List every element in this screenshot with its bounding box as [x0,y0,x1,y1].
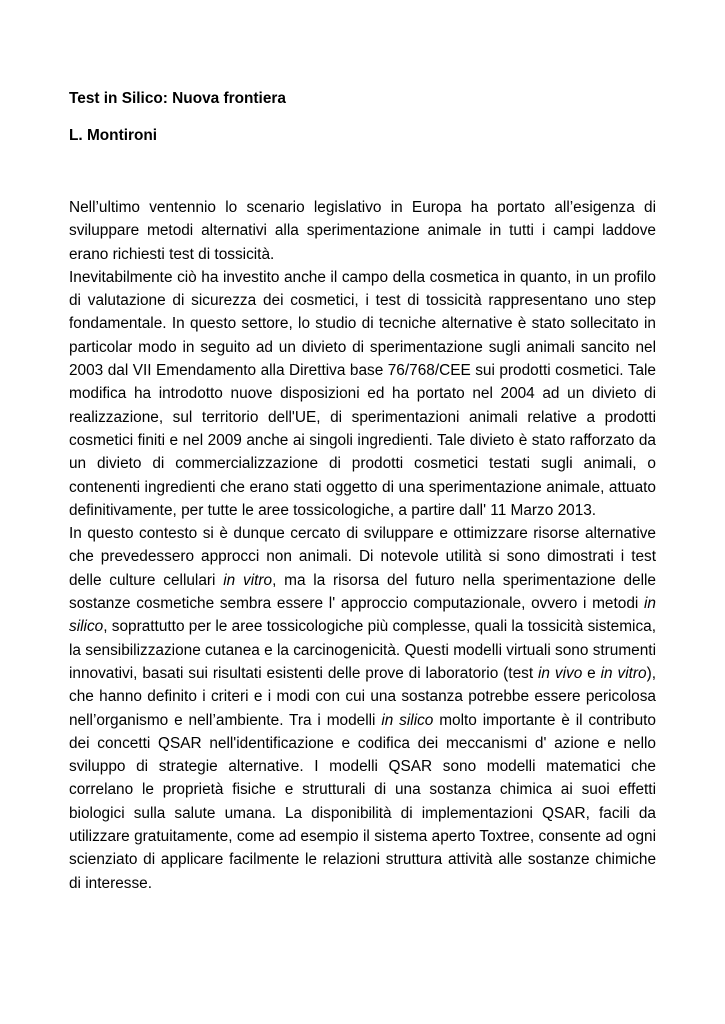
text-run: , soprattutto per le aree tossicologiche più complesse, quali la tossicità sistemica, la sensibilizzazione cutanea e la carcinogenicità. Questi modelli virtuali sono strumenti innovativi, basati sui risultati esistenti delle prove di laboratorio (test [69,618,656,682]
paragraph-1 [69,196,656,266]
italic-run: in vitro [600,664,647,682]
italic-run: in silico [381,711,434,729]
text-run: Inevitabilmente ciò ha investito anche il campo della cosmetica in quanto, in un profilo di valutazione di sicurezza dei cosmetici, i test di tossicità rappresentano uno step fondamentale. In questo settore, lo studio di tecniche alternative è stato sollecitato in particolar modo in seguito ad un divieto di sperimentazione sugli animali sancito nel 2003 dal VII Emendamento alla Direttiva base 76/768/CEE sui prodotti cosmetici. Tale modifica ha introdotto nuove disposizioni ed ha portato nel 2004 ad un divieto di realizzazione, sul territorio dell'UE, di sperimentazioni animali relative a prodotti cosmetici finiti e nel 2009 anche ai singoli ingredienti. Tale divieto è stato rafforzato da un divieto di commercializzazione di prodotti cosmetici testati sugli animali, o contenenti ingredienti che erano stati oggetto di una sperimentazione animale, attuato definitivamente, per tutte le aree tossicologiche, a partire dall' 11 Marzo 2013. [69,268,656,519]
italic-run: in silico [69,595,656,636]
text-run: Nell’ultimo ventennio lo scenario legislativo in Europa ha portato all’esigenza di sviluppare metodi alternativi alla sperimentazione animale in tutti i campi laddove erano richiesti test di tossicità. [69,199,656,263]
document-title: Test in Silico: Nuova frontiera [69,90,286,107]
italic-run: in vitro [223,571,273,589]
italic-run: in vivo [538,664,583,682]
document-author: L. Montironi [69,127,158,144]
document-body [69,196,656,895]
text-run: ), che hanno definito i criteri e i modi con cui una sostanza potrebbe essere pericolosa nell’organismo e nell’ambiente. Tra i modelli [69,664,656,729]
document-page [69,88,656,895]
text-run: , ma la risorsa del futuro nella sperimentazione delle sostanze cosmetiche sembra essere l' approccio computazionale, ovvero i metodi [69,571,656,613]
text-run: e [582,664,601,682]
paragraph-2 [69,266,656,522]
text-run: In questo contesto si è dunque cercato di sviluppare e ottimizzare risorse alternative che prevedessero approcci non animali. Di notevole utilità si sono dimostrati i test delle culture cellulari [69,525,656,589]
paragraph-3 [69,522,656,895]
text-run: molto importante è il contributo dei concetti QSAR nell'identificazione e codifica dei meccanismi d' azione e nello sviluppo di strategie alternative. I modelli QSAR sono modelli matematici che correlano le proprietà fisiche e strutturali di una sostanza chimica ai suoi effetti biologici sulla salute umana. La disponibilità di implementazioni QSAR, facili da utilizzare gratuitamente, come ad esempio il sistema aperto Toxtree, consente ad ogni scienziato di applicare facilmente le relazioni struttura attività alle sostanze chimiche di interesse. [69,711,656,892]
